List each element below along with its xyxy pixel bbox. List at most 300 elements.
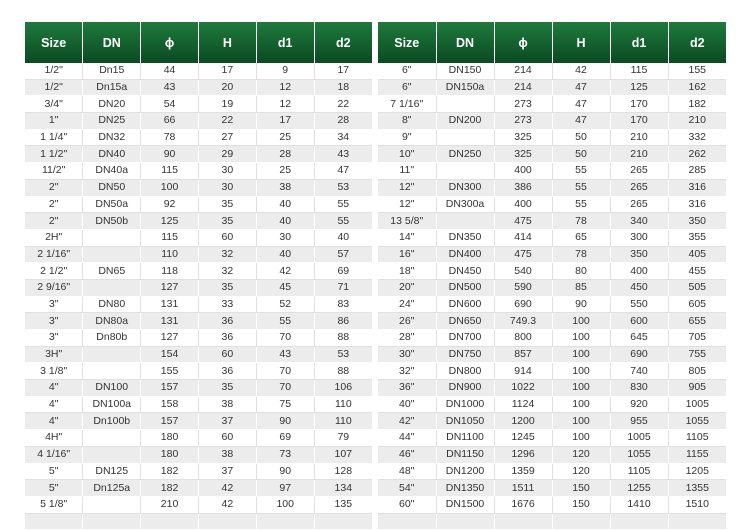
- table-row: [378, 480, 726, 497]
- header-d2: d2: [314, 22, 372, 63]
- cell-h: 30: [198, 163, 256, 180]
- cell-dn: [83, 446, 141, 463]
- cell-phi: 914: [494, 363, 552, 380]
- cell-dn: DN125: [83, 463, 141, 480]
- cell-size: 6": [378, 63, 436, 79]
- cell-phi: 90: [141, 146, 199, 163]
- cell-size: 2": [25, 179, 83, 196]
- cell-h: 42: [198, 480, 256, 497]
- cell-h: [552, 513, 610, 530]
- cell-h: 100: [552, 346, 610, 363]
- table-row: [378, 380, 726, 397]
- cell-d2: 55: [314, 213, 372, 230]
- cell-d1: 265: [610, 163, 668, 180]
- table-row: [25, 146, 372, 163]
- cell-h: 36: [198, 313, 256, 330]
- cell-dn: DN350: [436, 229, 494, 246]
- cell-dn: [436, 213, 494, 230]
- cell-size: 48": [378, 463, 436, 480]
- cell-size: 2 1/2": [25, 263, 83, 280]
- table-row: [25, 63, 372, 79]
- cell-phi: 157: [141, 413, 199, 430]
- cell-d2: 1355: [668, 480, 726, 497]
- cell-phi: 1296: [494, 446, 552, 463]
- cell-d1: 55: [256, 313, 314, 330]
- table-row: [25, 79, 372, 96]
- table-divider: [373, 22, 377, 506]
- cell-dn: [436, 96, 494, 113]
- cell-dn: DN80a: [83, 313, 141, 330]
- table-row: [25, 330, 372, 347]
- header-h: H: [552, 22, 610, 63]
- cell-phi: 1245: [494, 430, 552, 447]
- cell-phi: 110: [141, 246, 199, 263]
- cell-dn: DN300a: [436, 196, 494, 213]
- cell-phi: 540: [494, 263, 552, 280]
- cell-d1: 830: [610, 380, 668, 397]
- cell-h: 19: [198, 96, 256, 113]
- cell-dn: [436, 513, 494, 530]
- cell-size: 40": [378, 396, 436, 413]
- cell-dn: DN250: [436, 146, 494, 163]
- cell-phi: 125: [141, 213, 199, 230]
- cell-h: 100: [552, 313, 610, 330]
- cell-size: 12": [378, 196, 436, 213]
- cell-d2: 316: [668, 196, 726, 213]
- cell-d2: 40: [314, 229, 372, 246]
- table-row: [378, 463, 726, 480]
- table-row: [25, 396, 372, 413]
- cell-phi: 1359: [494, 463, 552, 480]
- table-row: [25, 513, 372, 530]
- cell-d1: 40: [256, 246, 314, 263]
- cell-d1: 97: [256, 480, 314, 497]
- cell-size: 12": [378, 179, 436, 196]
- cell-size: 1/2": [25, 79, 83, 96]
- cell-d2: 55: [314, 196, 372, 213]
- table-row: [378, 279, 726, 296]
- cell-phi: 400: [494, 163, 552, 180]
- cell-size: 4": [25, 380, 83, 397]
- cell-d2: 285: [668, 163, 726, 180]
- cell-size: 4": [25, 396, 83, 413]
- cell-d2: 405: [668, 246, 726, 263]
- cell-d2: 69: [314, 263, 372, 280]
- table-row: [25, 129, 372, 146]
- cell-d1: 210: [610, 146, 668, 163]
- cell-d2: 88: [314, 363, 372, 380]
- cell-d2: 17: [314, 63, 372, 79]
- table-row: [25, 496, 372, 513]
- cell-d2: 18: [314, 79, 372, 96]
- table-row: [25, 380, 372, 397]
- cell-d2: 1055: [668, 413, 726, 430]
- cell-phi: 92: [141, 196, 199, 213]
- table-row: [378, 263, 726, 280]
- cell-h: 42: [198, 496, 256, 513]
- table-row: [25, 279, 372, 296]
- table-row: [25, 446, 372, 463]
- header-d2: d2: [668, 22, 726, 63]
- cell-dn: [83, 363, 141, 380]
- cell-dn: [83, 496, 141, 513]
- cell-dn: Dn125a: [83, 480, 141, 497]
- cell-size: 5 1/8": [25, 496, 83, 513]
- cell-dn: DN50b: [83, 213, 141, 230]
- cell-d1: 70: [256, 330, 314, 347]
- cell-phi: 155: [141, 363, 199, 380]
- table-row: [378, 446, 726, 463]
- table-row: [378, 363, 726, 380]
- cell-d1: 955: [610, 413, 668, 430]
- cell-d2: 86: [314, 313, 372, 330]
- cell-d1: 125: [610, 79, 668, 96]
- cell-h: 150: [552, 496, 610, 513]
- cell-phi: 157: [141, 380, 199, 397]
- table-row: [25, 346, 372, 363]
- cell-dn: DN80: [83, 296, 141, 313]
- header-size: Size: [378, 22, 436, 63]
- cell-d1: 1005: [610, 430, 668, 447]
- left-table-header: [25, 22, 372, 63]
- cell-h: 20: [198, 79, 256, 96]
- header-phi: ϕ: [141, 22, 199, 63]
- table-row: [378, 396, 726, 413]
- table-row: [25, 96, 372, 113]
- cell-dn: DN25: [83, 113, 141, 130]
- cell-d2: 110: [314, 413, 372, 430]
- cell-dn: DN20: [83, 96, 141, 113]
- cell-size: [25, 513, 83, 530]
- cell-dn: DN1500: [436, 496, 494, 513]
- cell-dn: DN900: [436, 380, 494, 397]
- cell-d1: 265: [610, 179, 668, 196]
- cell-phi: 54: [141, 96, 199, 113]
- cell-d2: 28: [314, 113, 372, 130]
- cell-dn: [436, 163, 494, 180]
- cell-size: 4 1/16": [25, 446, 83, 463]
- table-row: [378, 496, 726, 513]
- cell-phi: 1124: [494, 396, 552, 413]
- cell-h: 78: [552, 213, 610, 230]
- cell-phi: 100: [141, 179, 199, 196]
- cell-size: 14": [378, 229, 436, 246]
- cell-phi: 127: [141, 330, 199, 347]
- table-row: [378, 313, 726, 330]
- table-row: [378, 296, 726, 313]
- cell-d2: 162: [668, 79, 726, 96]
- cell-d1: 12: [256, 96, 314, 113]
- cell-d1: 350: [610, 246, 668, 263]
- cell-size: 1 1/4": [25, 129, 83, 146]
- cell-dn: [83, 246, 141, 263]
- cell-h: 100: [552, 413, 610, 430]
- cell-dn: [83, 279, 141, 296]
- table-row: [378, 96, 726, 113]
- cell-dn: DN50a: [83, 196, 141, 213]
- table-row: [25, 113, 372, 130]
- cell-d1: 69: [256, 430, 314, 447]
- cell-phi: 590: [494, 279, 552, 296]
- right-size-table: [378, 22, 726, 530]
- cell-size: 4": [25, 413, 83, 430]
- cell-h: [198, 513, 256, 530]
- cell-size: 2 1/16": [25, 246, 83, 263]
- cell-h: 80: [552, 263, 610, 280]
- cell-size: 2H": [25, 229, 83, 246]
- cell-size: [378, 513, 436, 530]
- cell-dn: DN150a: [436, 79, 494, 96]
- cell-d2: [668, 513, 726, 530]
- cell-h: 100: [552, 380, 610, 397]
- header-dn: DN: [436, 22, 494, 63]
- cell-dn: Dn15: [83, 63, 141, 79]
- table-row: [378, 513, 726, 530]
- cell-h: 29: [198, 146, 256, 163]
- cell-phi: 414: [494, 229, 552, 246]
- cell-d2: 332: [668, 129, 726, 146]
- cell-size: 42": [378, 413, 436, 430]
- cell-h: 37: [198, 463, 256, 480]
- cell-d2: 110: [314, 396, 372, 413]
- cell-dn: [83, 346, 141, 363]
- cell-dn: DN750: [436, 346, 494, 363]
- cell-phi: 182: [141, 480, 199, 497]
- cell-h: 38: [198, 396, 256, 413]
- cell-d1: 300: [610, 229, 668, 246]
- cell-phi: 214: [494, 79, 552, 96]
- table-row: [25, 313, 372, 330]
- cell-h: 78: [552, 246, 610, 263]
- cell-size: 44": [378, 430, 436, 447]
- cell-phi: 180: [141, 446, 199, 463]
- cell-d2: 905: [668, 380, 726, 397]
- cell-phi: 475: [494, 213, 552, 230]
- cell-d1: 690: [610, 346, 668, 363]
- cell-d1: 90: [256, 413, 314, 430]
- cell-dn: DN1150: [436, 446, 494, 463]
- cell-d1: 920: [610, 396, 668, 413]
- cell-d1: 600: [610, 313, 668, 330]
- cell-h: 47: [552, 79, 610, 96]
- cell-h: 33: [198, 296, 256, 313]
- header-dn: DN: [83, 22, 141, 63]
- cell-phi: [494, 513, 552, 530]
- cell-d2: 53: [314, 346, 372, 363]
- cell-phi: 127: [141, 279, 199, 296]
- cell-d1: 550: [610, 296, 668, 313]
- cell-d2: 57: [314, 246, 372, 263]
- cell-dn: DN100: [83, 380, 141, 397]
- cell-d2: 53: [314, 179, 372, 196]
- table-row: [25, 179, 372, 196]
- cell-dn: Dn80b: [83, 330, 141, 347]
- cell-h: 37: [198, 413, 256, 430]
- cell-d1: 40: [256, 196, 314, 213]
- cell-phi: 273: [494, 113, 552, 130]
- cell-size: 2": [25, 196, 83, 213]
- cell-dn: DN1350: [436, 480, 494, 497]
- cell-size: 11": [378, 163, 436, 180]
- cell-d1: 645: [610, 330, 668, 347]
- cell-d1: 52: [256, 296, 314, 313]
- cell-size: 26": [378, 313, 436, 330]
- table-row: [25, 246, 372, 263]
- cell-h: 30: [198, 179, 256, 196]
- cell-phi: 273: [494, 96, 552, 113]
- cell-d2: 210: [668, 113, 726, 130]
- cell-d1: 115: [610, 63, 668, 79]
- cell-d2: 455: [668, 263, 726, 280]
- cell-h: 150: [552, 480, 610, 497]
- cell-d2: 655: [668, 313, 726, 330]
- cell-h: 55: [552, 196, 610, 213]
- cell-d2: 83: [314, 296, 372, 313]
- cell-d2: 605: [668, 296, 726, 313]
- cell-h: 65: [552, 229, 610, 246]
- cell-size: 3H": [25, 346, 83, 363]
- cell-d2: 34: [314, 129, 372, 146]
- left-table-body: [25, 63, 372, 530]
- cell-dn: DN1000: [436, 396, 494, 413]
- cell-dn: DN600: [436, 296, 494, 313]
- cell-d1: 9: [256, 63, 314, 79]
- cell-phi: 386: [494, 179, 552, 196]
- cell-size: 54": [378, 480, 436, 497]
- table-row: [25, 363, 372, 380]
- cell-d1: 450: [610, 279, 668, 296]
- table-row: [25, 163, 372, 180]
- cell-d1: [256, 513, 314, 530]
- cell-d2: 262: [668, 146, 726, 163]
- cell-size: 8": [378, 113, 436, 130]
- cell-h: 60: [198, 346, 256, 363]
- cell-d1: 170: [610, 96, 668, 113]
- cell-size: 5": [25, 463, 83, 480]
- cell-dn: DN150: [436, 63, 494, 79]
- cell-d1: 1255: [610, 480, 668, 497]
- table-row: [25, 296, 372, 313]
- cell-d1: 40: [256, 213, 314, 230]
- cell-h: 17: [198, 63, 256, 79]
- cell-d1: 210: [610, 129, 668, 146]
- table-row: [378, 196, 726, 213]
- cell-d1: 17: [256, 113, 314, 130]
- cell-phi: 210: [141, 496, 199, 513]
- cell-size: 10": [378, 146, 436, 163]
- cell-d1: 90: [256, 463, 314, 480]
- cell-h: 36: [198, 330, 256, 347]
- cell-size: 28": [378, 330, 436, 347]
- cell-size: 3/4": [25, 96, 83, 113]
- cell-dn: DN40a: [83, 163, 141, 180]
- cell-size: 2 9/16": [25, 279, 83, 296]
- cell-size: 5": [25, 480, 83, 497]
- right-table-header: [378, 22, 726, 63]
- cell-d1: 38: [256, 179, 314, 196]
- cell-h: 32: [198, 263, 256, 280]
- cell-phi: 43: [141, 79, 199, 96]
- cell-size: 9": [378, 129, 436, 146]
- cell-d1: 400: [610, 263, 668, 280]
- table-row: [378, 213, 726, 230]
- cell-dn: DN500: [436, 279, 494, 296]
- table-row: [25, 196, 372, 213]
- cell-d1: 1055: [610, 446, 668, 463]
- table-row: [378, 229, 726, 246]
- cell-phi: [141, 513, 199, 530]
- cell-phi: 118: [141, 263, 199, 280]
- cell-h: 36: [198, 363, 256, 380]
- table-row: [378, 129, 726, 146]
- table-row: [378, 179, 726, 196]
- cell-d2: 1510: [668, 496, 726, 513]
- table-row: [378, 430, 726, 447]
- cell-phi: 749.3: [494, 313, 552, 330]
- cell-h: 85: [552, 279, 610, 296]
- cell-h: 55: [552, 163, 610, 180]
- cell-size: 13 5/8": [378, 213, 436, 230]
- cell-d2: 135: [314, 496, 372, 513]
- cell-size: 1/2": [25, 63, 83, 79]
- cell-d2: 1205: [668, 463, 726, 480]
- cell-d2: 22: [314, 96, 372, 113]
- table-row: [25, 430, 372, 447]
- cell-dn: [83, 430, 141, 447]
- cell-dn: DN700: [436, 330, 494, 347]
- cell-phi: 800: [494, 330, 552, 347]
- cell-d1: 45: [256, 279, 314, 296]
- cell-d2: 107: [314, 446, 372, 463]
- table-row: [378, 246, 726, 263]
- cell-d2: 805: [668, 363, 726, 380]
- cell-d1: 25: [256, 129, 314, 146]
- table-row: [25, 413, 372, 430]
- cell-phi: 180: [141, 430, 199, 447]
- cell-size: 7 1/16": [378, 96, 436, 113]
- cell-d1: 28: [256, 146, 314, 163]
- cell-h: 100: [552, 430, 610, 447]
- cell-dn: Dn15a: [83, 79, 141, 96]
- table-row: [25, 480, 372, 497]
- cell-dn: DN1100: [436, 430, 494, 447]
- cell-d2: 43: [314, 146, 372, 163]
- cell-d1: 265: [610, 196, 668, 213]
- cell-d1: 73: [256, 446, 314, 463]
- cell-phi: 214: [494, 63, 552, 79]
- cell-d1: [610, 513, 668, 530]
- cell-size: 11/2": [25, 163, 83, 180]
- header-d1: d1: [610, 22, 668, 63]
- cell-phi: 475: [494, 246, 552, 263]
- cell-dn: DN200: [436, 113, 494, 130]
- cell-phi: 1676: [494, 496, 552, 513]
- table-row: [25, 263, 372, 280]
- cell-h: 50: [552, 129, 610, 146]
- cell-phi: 857: [494, 346, 552, 363]
- cell-d2: 79: [314, 430, 372, 447]
- cell-h: 120: [552, 463, 610, 480]
- table-row: [378, 330, 726, 347]
- cell-h: 55: [552, 179, 610, 196]
- cell-size: 32": [378, 363, 436, 380]
- cell-h: 60: [198, 229, 256, 246]
- cell-d2: 1105: [668, 430, 726, 447]
- cell-h: 22: [198, 113, 256, 130]
- cell-d1: 1105: [610, 463, 668, 480]
- table-row: [378, 346, 726, 363]
- cell-d1: 740: [610, 363, 668, 380]
